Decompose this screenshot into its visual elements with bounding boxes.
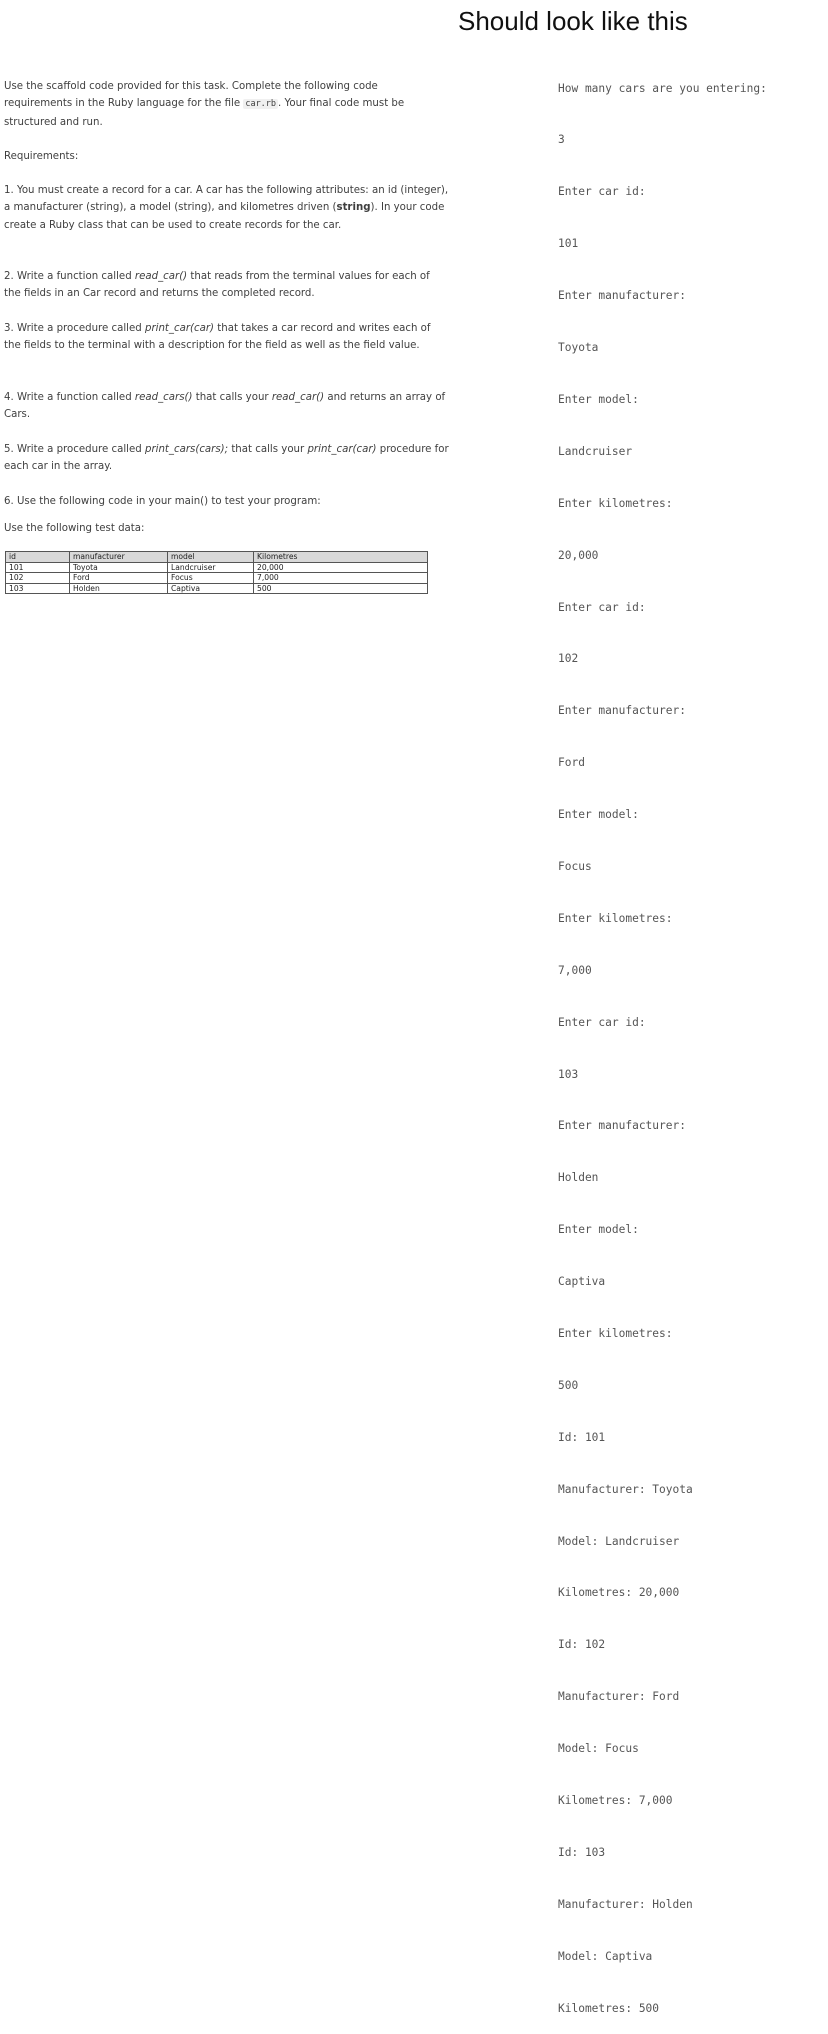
console-line: Holden — [558, 1171, 599, 1185]
cell-model: Focus — [168, 573, 254, 584]
r3-text-end: that takes a car record and writes each of the fields to the terminal with a description for the field as well as the field value. — [4, 323, 431, 352]
console-line: 7,000 — [558, 963, 592, 977]
console-line: Landcruiser — [558, 444, 633, 458]
r3-text: 3. Write a procedure called — [4, 323, 145, 334]
example-heading: Should look like this — [458, 6, 688, 36]
cell-id: 103 — [6, 583, 70, 594]
requirement-1 — [4, 182, 449, 234]
r2-text-end: that reads from the terminal values for each of the fields in an Car record and returns the completed record. — [4, 271, 430, 300]
console-line: Enter car id: — [558, 600, 646, 614]
console-line: Id: 102 — [558, 1638, 606, 1652]
console-line: Kilometres: 500 — [558, 2001, 660, 2015]
header-id: id — [6, 552, 70, 563]
console-line: 102 — [558, 652, 579, 666]
test-data-label: Use the following test data: — [4, 523, 145, 534]
test-data-table — [5, 551, 428, 594]
cell-manufacturer: Ford — [70, 573, 168, 584]
console-line: Enter car id: — [558, 185, 646, 199]
console-line: Enter manufacturer: — [558, 1119, 686, 1133]
console-line: Model: Focus — [558, 1742, 639, 1756]
header-kilometres: Kilometres — [254, 552, 428, 563]
table-row — [6, 583, 428, 594]
console-line: Model: Landcruiser — [558, 1534, 680, 1548]
requirement-4 — [4, 389, 449, 424]
r3-function: print_car(car) — [144, 323, 215, 334]
r4-function-ref: read_car() — [271, 392, 325, 403]
console-line: Kilometres: 20,000 — [558, 1586, 680, 1600]
cell-id: 102 — [6, 573, 70, 584]
r2-text: 2. Write a function called — [4, 271, 135, 282]
r5-function-ref: print_car(car) — [307, 444, 377, 455]
console-line: Enter model: — [558, 1223, 639, 1237]
r1-text: 1. You must create a record for a car. A car has the following attributes: an id (integer), a manufacturer (string), a model (string), and kilometres driven ( — [4, 185, 449, 214]
console-line: Manufacturer: Holden — [558, 1897, 693, 1911]
requirements-title: Requirements: — [4, 151, 79, 162]
console-line: Enter manufacturer: — [558, 704, 686, 718]
r5-text: 5. Write a procedure called — [4, 444, 145, 455]
console-line: Captiva — [558, 1275, 606, 1289]
intro-text-end: . Your final code must be structured and run. — [4, 98, 405, 128]
console-line: Enter kilometres: — [558, 496, 673, 510]
console-line: Ford — [558, 756, 585, 770]
console-line: Enter manufacturer: — [558, 289, 686, 303]
table-row — [6, 573, 428, 584]
console-line: 3 — [558, 133, 565, 147]
console-line: 103 — [558, 1067, 579, 1081]
table-row — [6, 562, 428, 573]
r1-bold: string — [336, 202, 371, 214]
cell-manufacturer: Holden — [70, 583, 168, 594]
console-line: Enter model: — [558, 392, 639, 406]
table-header-row — [6, 552, 428, 563]
instructions-panel — [0, 0, 455, 711]
console-line: Manufacturer: Ford — [558, 1690, 680, 1704]
console-output — [558, 45, 767, 2034]
cell-kilometres: 20,000 — [254, 562, 428, 573]
console-line: 101 — [558, 237, 579, 251]
console-line: Id: 103 — [558, 1845, 606, 1859]
intro-paragraph — [4, 78, 449, 131]
console-line: Toyota — [558, 341, 599, 355]
console-line: Manufacturer: Toyota — [558, 1482, 693, 1496]
cell-kilometres: 500 — [254, 583, 428, 594]
console-line: Enter kilometres: — [558, 911, 673, 925]
intro-text: Use the scaffold code provided for this task. Complete the following code requirements in the Ruby language for the file — [4, 81, 378, 110]
r5-text-mid: that calls your — [228, 444, 308, 455]
r1-text-end: ). In your code create a Ruby class that can be used to create records for the car. — [4, 202, 445, 231]
requirement-3 — [4, 320, 449, 355]
cell-kilometres: 7,000 — [254, 573, 428, 584]
r5-function: print_cars(cars); — [144, 444, 229, 455]
console-line: Enter model: — [558, 808, 639, 822]
console-line: 500 — [558, 1378, 579, 1392]
console-line: Id: 101 — [558, 1430, 606, 1444]
header-manufacturer: manufacturer — [70, 552, 168, 563]
filename-code: car.rb — [245, 99, 277, 110]
console-line: Enter kilometres: — [558, 1326, 673, 1340]
r4-text-mid: that calls your — [192, 392, 272, 403]
cell-model: Captiva — [168, 583, 254, 594]
r4-text-end: and returns an array of Cars. — [4, 392, 446, 421]
console-line: Kilometres: 7,000 — [558, 1793, 673, 1807]
r4-text: 4. Write a function called — [4, 392, 135, 403]
console-line: How many cars are you entering: — [558, 81, 767, 95]
console-line: Model: Captiva — [558, 1949, 653, 1963]
r2-function: read_car() — [134, 271, 188, 282]
cell-manufacturer: Toyota — [70, 562, 168, 573]
cell-id: 101 — [6, 562, 70, 573]
requirement-2 — [4, 268, 449, 303]
r4-function: read_cars() — [134, 392, 193, 403]
requirement-6: 6. Use the following code in your main() to test your program: — [4, 496, 321, 507]
cell-model: Landcruiser — [168, 562, 254, 573]
requirement-5 — [4, 441, 449, 476]
console-line: Focus — [558, 859, 592, 873]
console-line: 20,000 — [558, 548, 599, 562]
header-model: model — [168, 552, 254, 563]
r5-text-end: procedure for each car in the array. — [4, 444, 449, 473]
console-line: Enter car id: — [558, 1015, 646, 1029]
